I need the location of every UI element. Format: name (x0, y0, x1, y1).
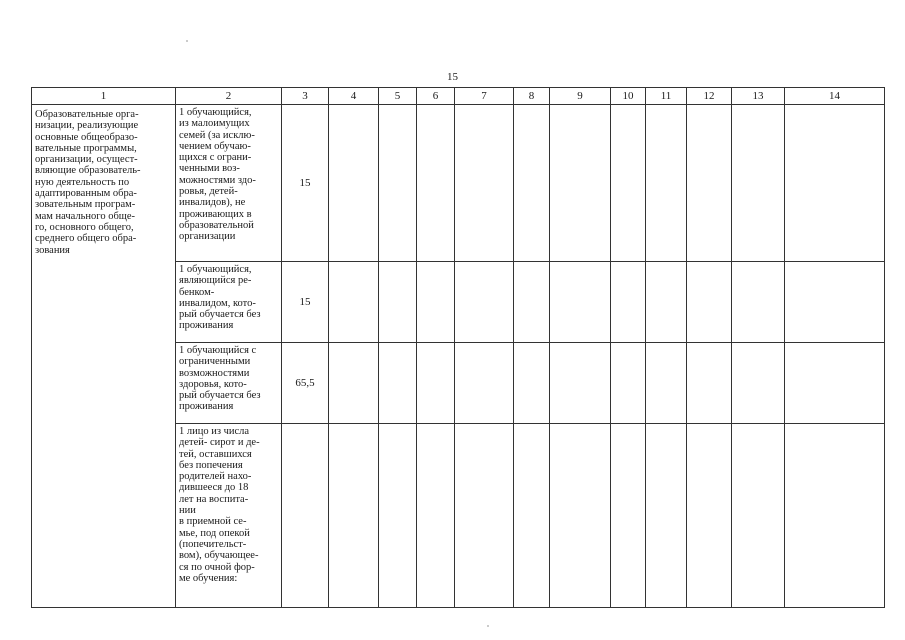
scan-speck (186, 40, 188, 42)
value-cell: 15 (282, 262, 329, 343)
column-header: 1 (32, 88, 176, 105)
column-header: 4 (329, 88, 379, 105)
category-cell (176, 105, 282, 262)
org-type-cell (32, 105, 176, 608)
org-type-text: Образовательные орга- низации, реализующие основные общеобразо- вательные программы, организации, осущест- вляющие образователь- ную деятельность по адаптированным обра- зовательным програм- мам начального обще- го, основного общего, среднего общего обра- зования (35, 109, 141, 256)
column-header: 2 (176, 88, 282, 105)
value-cell: 15 (282, 105, 329, 262)
value-cell: 65,5 (282, 343, 329, 424)
table-row (32, 105, 885, 262)
category-cell (176, 262, 282, 343)
column-header: 3 (282, 88, 329, 105)
category-cell (176, 424, 282, 608)
column-header: 6 (417, 88, 455, 105)
column-header: 8 (514, 88, 550, 105)
column-header: 7 (455, 88, 514, 105)
page-number: 15 (447, 71, 458, 83)
column-header: 11 (646, 88, 687, 105)
data-table (31, 87, 885, 608)
column-header: 13 (732, 88, 785, 105)
category-cell (176, 343, 282, 424)
category-text: 1 обучающийся с ограниченными возможностями здоровья, кото- рый обучается без проживания (179, 345, 261, 413)
column-header: 12 (687, 88, 732, 105)
scan-speck (487, 625, 489, 627)
category-text: 1 лицо из числа детей- сирот и де- тей, оставшихся без попечения родителей нахо- дившееся до 18 лет на воспита- нии в приемной се- мье, под опекой (попечительст- вом), обучающее- ся по очной фор- ме обучения: (179, 426, 260, 584)
column-header: 5 (379, 88, 417, 105)
column-header: 9 (550, 88, 611, 105)
column-number-row (32, 88, 885, 105)
column-header: 10 (611, 88, 646, 105)
column-header: 14 (785, 88, 885, 105)
category-text: 1 обучающийся, из малоимущих семей (за исклю- чением обучаю- щихся с ограни- ченными воз- можностями здо- ровья, детей- инвалидов), не проживающих в образовательной организации (179, 107, 256, 243)
category-text: 1 обучающийся, являющийся ре- бенком- инвалидом, кото- рый обучается без проживания (179, 264, 261, 332)
value-cell (282, 424, 329, 608)
